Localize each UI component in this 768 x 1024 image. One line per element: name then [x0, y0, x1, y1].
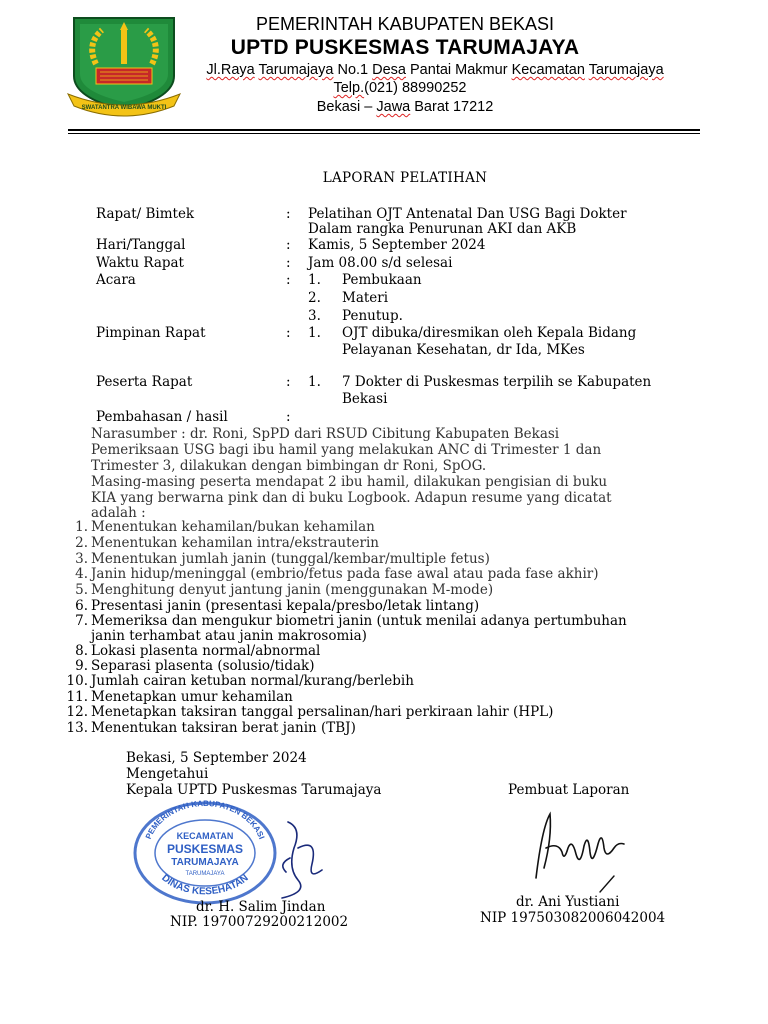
government-name: PEMERINTAH KABUPATEN BEKASI — [255, 14, 555, 34]
resume-item-number: 10. — [66, 673, 88, 689]
colon: : — [286, 255, 291, 271]
peserta-number: 1. — [308, 374, 321, 390]
stamp-outer-top-text: PEMERINTAH KABUPATEN BEKASI — [143, 798, 267, 841]
resume-item: Menetapkan taksiran tanggal persalinan/hari perkiraan lahir (HPL) — [91, 704, 554, 720]
resume-item: Menghitung denyut jantung janin (menggunakan M-mode) — [91, 582, 494, 598]
address-part: Desa — [372, 62, 406, 78]
phone-label: Telp. — [333, 80, 365, 96]
phone-number: (021) 88990252 — [364, 80, 467, 96]
resume-item: Separasi plasenta (solusio/tidak) — [91, 658, 315, 674]
resume-item: Menentukan taksiran berat janin (TBJ) — [91, 720, 356, 736]
waktu-label: Waktu Rapat — [96, 255, 184, 271]
acara-item: Penutup. — [342, 308, 403, 324]
organization-phone — [200, 80, 600, 96]
official-stamp — [130, 795, 280, 905]
resume-item: Memeriksa dan mengukur biometri janin (untuk menilai adanya pertumbuhan — [91, 613, 627, 629]
organization-city — [200, 99, 610, 115]
rapat-value-line1: Pelatihan OJT Antenatal Dan USG Bagi Dokter — [308, 206, 627, 222]
head-nip: NIP. 19700729200212002 — [170, 914, 349, 930]
discussion-line: KIA yang berwarna pink dan di buku Logbook. Adapun resume yang dicatat — [91, 490, 612, 506]
head-title: Kepala UPTD Puskesmas Tarumajaya — [126, 782, 382, 798]
discussion-line: Masing-masing peserta mendapat 2 ibu hamil, dilakukan pengisian di buku — [91, 474, 608, 490]
pimpinan-line1: OJT dibuka/diresmikan oleh Kepala Bidang — [342, 325, 637, 341]
resume-item-number: 5. — [75, 582, 88, 598]
resume-item-number: 3. — [75, 551, 88, 567]
resume-item-number: 6. — [75, 598, 88, 614]
acara-item-number: 2. — [308, 290, 321, 306]
maker-title: Pembuat Laporan — [508, 782, 630, 798]
logo-motto-text: SWATANTRA WIBAWA MUKTI — [81, 105, 167, 111]
address-part: Pantai Makmur — [405, 62, 512, 78]
resume-item-number: 2. — [75, 535, 88, 551]
discussion-line: Pemeriksaan USG bagi ibu hamil yang melakukan ANC di Trimester 1 dan — [91, 442, 602, 458]
organization-address — [180, 62, 690, 78]
resume-item: Menentukan jumlah janin (tunggal/kembar/multiple fetus) — [91, 551, 490, 567]
acara-item: Materi — [342, 290, 389, 306]
resume-item-number: 4. — [75, 566, 88, 582]
resume-item-number: 12. — [66, 704, 88, 720]
header-divider-thick — [68, 129, 700, 131]
pembahasan-label: Pembahasan / hasil — [96, 409, 228, 425]
colon: : — [286, 409, 291, 425]
pimpinan-line2: Pelayanan Kesehatan, dr Ida, MKes — [342, 342, 585, 358]
colon: : — [286, 374, 291, 390]
head-name: dr. H. Salim Jindan — [196, 899, 326, 915]
stamp-line4: TARUMAJAYA — [185, 871, 225, 877]
colon: : — [286, 325, 291, 341]
waktu-value: Jam 08.00 s/d selesai — [308, 255, 453, 271]
resume-item-number: 8. — [75, 643, 88, 659]
city-part: Bekasi – — [316, 99, 377, 115]
address-part: Tarumajaya — [258, 62, 334, 78]
resume-item: Menentukan kehamilan/bukan kehamilan — [91, 519, 375, 535]
city-part: Barat 17212 — [410, 99, 494, 115]
maker-nip: NIP 197503082006042004 — [480, 910, 666, 926]
address-part: Jl.Raya — [206, 62, 255, 78]
organization-name: UPTD PUSKESMAS TARUMAJAYA — [230, 36, 580, 59]
resume-item-number: 9. — [75, 658, 88, 674]
resume-item: Lokasi plasenta normal/abnormal — [91, 643, 321, 659]
peserta-line1: 7 Dokter di Puskesmas terpilih se Kabupaten — [342, 374, 652, 390]
stamp-line1: KECAMATAN — [176, 831, 234, 841]
resume-item: Janin hidup/meninggal (embrio/fetus pada fase awal atau pada fase akhir) — [91, 566, 599, 582]
header-divider-thin — [68, 133, 700, 134]
head-signature — [268, 818, 328, 900]
stamp-line3: TARUMAJAYA — [171, 857, 239, 868]
discussion-line: Trimester 3, dilakukan dengan bimbingan dr Roni, SpOG. — [91, 458, 487, 474]
maker-signature — [528, 808, 628, 894]
rapat-value-line2: Dalam rangka Penurunan AKI dan AKB — [308, 221, 577, 237]
sign-acknowledged: Mengetahui — [126, 766, 209, 782]
colon: : — [286, 272, 291, 288]
resume-item: Jumlah cairan ketuban normal/kurang/berlebih — [91, 673, 414, 689]
address-part: Kecamatan — [511, 62, 585, 78]
resume-item: janin terhambat atau janin makrosomia) — [91, 628, 367, 644]
sign-place-date: Bekasi, 5 September 2024 — [126, 750, 307, 766]
maker-name: dr. Ani Yustiani — [516, 894, 620, 910]
peserta-line2: Bekasi — [342, 391, 388, 407]
city-part: Jawa — [376, 99, 411, 115]
pimpinan-label: Pimpinan Rapat — [96, 325, 206, 341]
acara-item-number: 1. — [308, 272, 321, 288]
resume-item-number: 13. — [66, 720, 88, 736]
stamp-outer-bottom-text: DINAS KESEHATAN — [159, 872, 251, 898]
peserta-label: Peserta Rapat — [96, 374, 193, 390]
acara-item: Pembukaan — [342, 272, 422, 288]
address-part: No.1 — [333, 62, 373, 78]
hari-value: Kamis, 5 September 2024 — [308, 237, 486, 253]
acara-item-number: 3. — [308, 308, 321, 324]
resume-item-number: 1. — [75, 519, 88, 535]
discussion-line: adalah : — [91, 505, 146, 521]
acara-label: Acara — [96, 272, 136, 288]
report-title: LAPORAN PELATIHAN — [322, 170, 488, 186]
pimpinan-number: 1. — [308, 325, 321, 341]
resume-item-number: 11. — [66, 689, 88, 705]
bekasi-regency-logo — [66, 14, 182, 118]
stamp-line2: PUSKESMAS — [166, 842, 244, 856]
resume-item-number: 7. — [75, 613, 88, 629]
hari-label: Hari/Tanggal — [96, 237, 186, 253]
colon: : — [286, 237, 291, 253]
resume-item: Presentasi janin (presentasi kepala/presbo/letak lintang) — [91, 598, 480, 614]
resume-item: Menentukan kehamilan intra/ekstrauterin — [91, 535, 379, 551]
address-part: Tarumajaya — [588, 62, 664, 78]
colon: : — [286, 206, 291, 222]
discussion-line: Narasumber : dr. Roni, SpPD dari RSUD Cibitung Kabupaten Bekasi — [91, 426, 560, 442]
rapat-label: Rapat/ Bimtek — [96, 206, 195, 222]
resume-item: Menetapkan umur kehamilan — [91, 689, 293, 705]
